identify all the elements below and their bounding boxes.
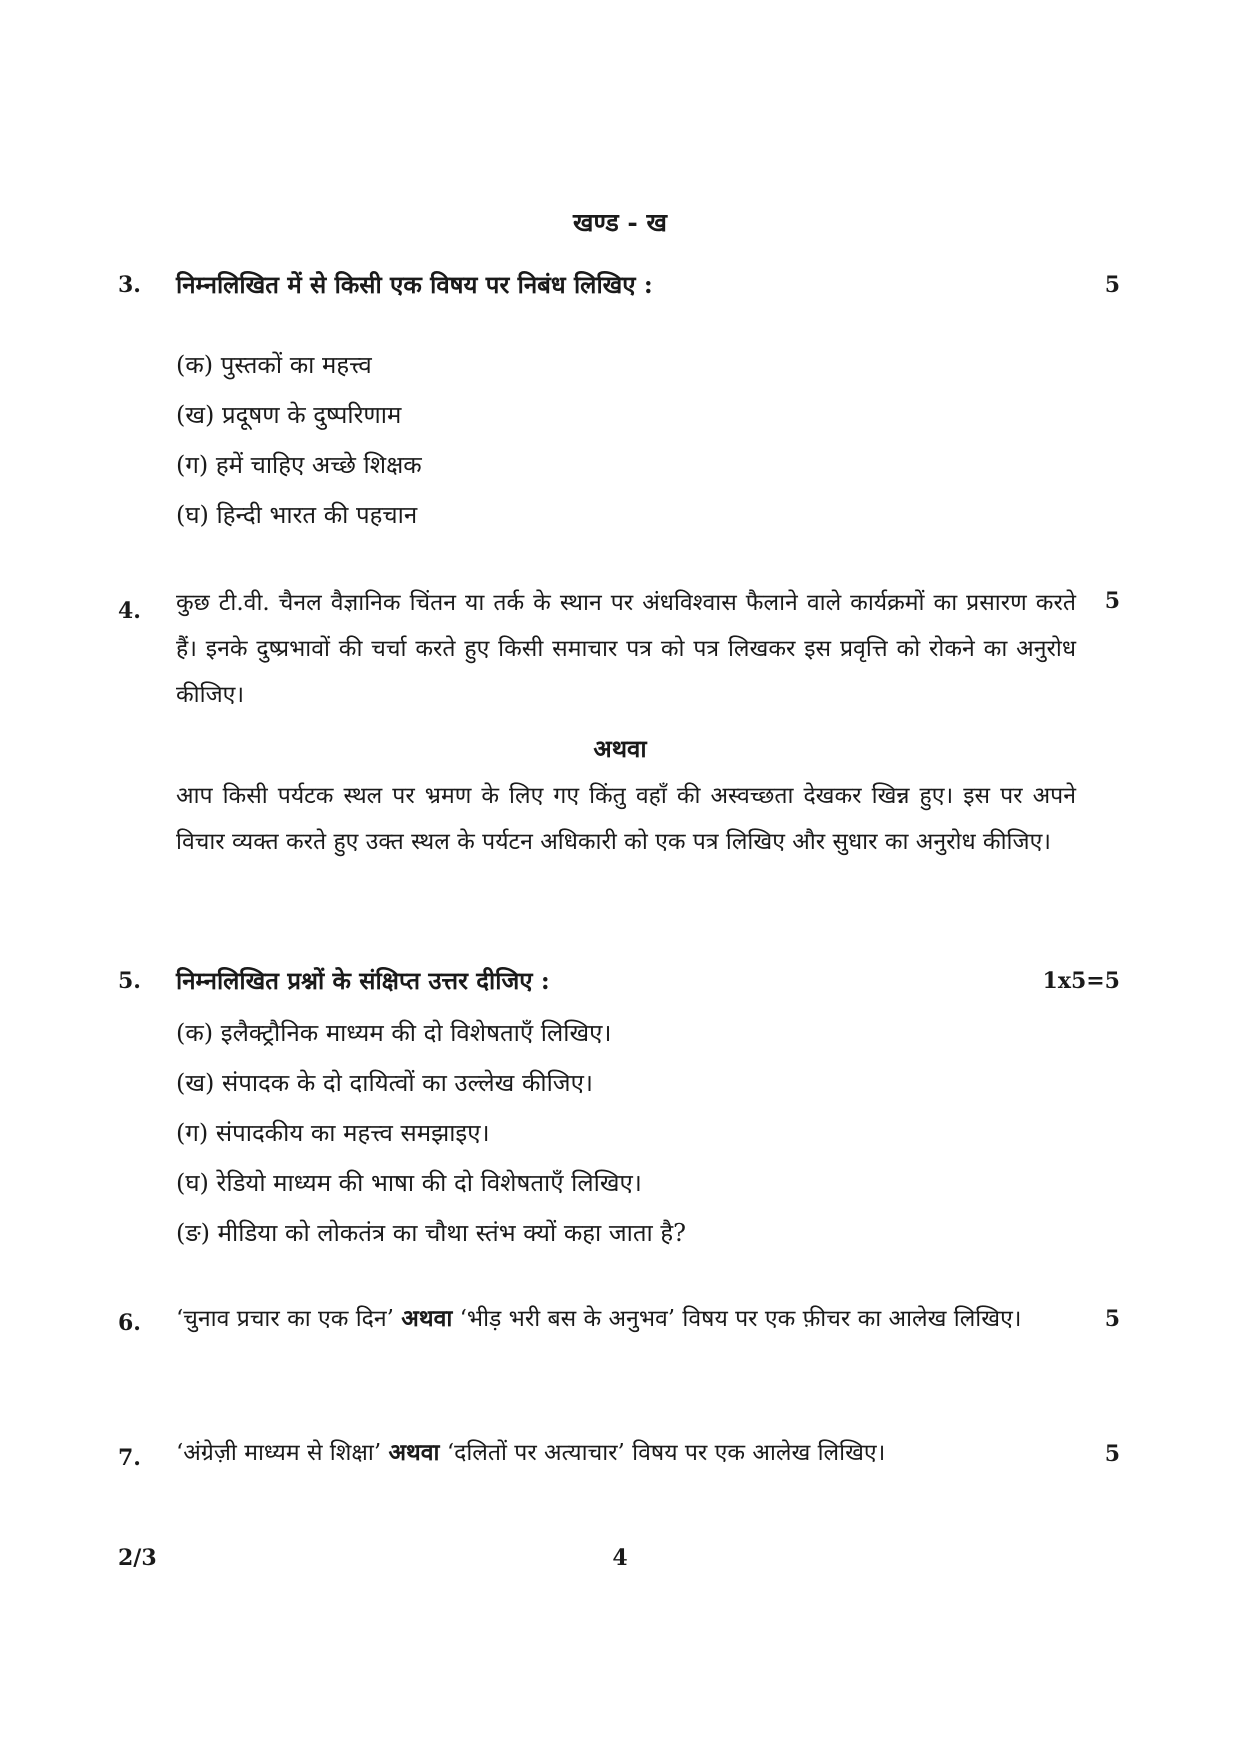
question-6-topic-1: ‘चुनाव प्रचार का एक दिन’ (176, 1306, 394, 1332)
page-number: 4 (612, 1545, 628, 1571)
question-7-topic-2: ‘दलितों पर अत्याचार’ विषय पर एक आलेख लिखिए। (446, 1440, 886, 1466)
question-6-text (176, 1296, 1076, 1342)
question-6-topic-2: ‘भीड़ भरी बस के अनुभव’ विषय पर एक फ़ीचर का आलेख लिखिए। (459, 1306, 1022, 1332)
question-5-marks: 1x5=5 (1042, 968, 1120, 994)
question-6-marks: 5 (1104, 1306, 1120, 1332)
question-5-option: (ङ) मीडिया को लोकतंत्र का चौथा स्तंभ क्यों कहा जाता है? (176, 1219, 687, 1247)
paper-code: 2/3 (118, 1545, 157, 1571)
question-3-option: (क) पुस्तकों का महत्त्व (176, 351, 372, 379)
question-4-alt-text: आप किसी पर्यटक स्थल पर भ्रमण के लिए गए किंतु वहाँ की अस्वच्छता देखकर खिन्न हुए। इस पर अपने विचार व्यक्त करते हुए उक्त स्थल के पर्यटन अधिकारी को एक पत्र लिखिए और सुधार का अनुरोध कीजिए। (176, 783, 1076, 855)
section-title: खण्ड - ख (573, 208, 667, 237)
question-number-4: 4. (118, 598, 141, 624)
question-5-option: (घ) रेडियो माध्यम की भाषा की दो विशेषताएँ लिखिए। (176, 1169, 642, 1197)
question-4-text: कुछ टी.वी. चैनल वैज्ञानिक चिंतन या तर्क के स्थान पर अंधविश्वास फैलाने वाले कार्यक्रमों का प्रसारण करते हैं। इनके दुष्प्रभावों की चर्चा करते हुए किसी समाचार पत्र को पत्र लिखकर इस प्रवृत्ति को रोकने का अनुरोध कीजिए। (176, 590, 1076, 708)
question-3-marks: 5 (1104, 272, 1120, 298)
question-7-marks: 5 (1104, 1441, 1120, 1467)
question-number-7: 7. (118, 1445, 141, 1471)
question-5-option: (ख) संपादक के दो दायित्वों का उल्लेख कीजिए। (176, 1069, 593, 1097)
question-5-option: (ग) संपादकीय का महत्त्व समझाइए। (176, 1119, 490, 1147)
question-number-3: 3. (118, 272, 141, 298)
question-3-option: (ख) प्रदूषण के दुष्परिणाम (176, 401, 402, 429)
question-5-prompt: निम्नलिखित प्रश्नों के संक्षिप्त उत्तर दीजिए : (176, 966, 550, 995)
question-5-option: (क) इलैक्ट्रौनिक माध्यम की दो विशेषताएँ लिखिए। (176, 1019, 612, 1047)
or-word: अथवा (388, 1439, 440, 1466)
or-word: अथवा (401, 1305, 453, 1332)
question-3-prompt: निम्नलिखित में से किसी एक विषय पर निबंध लिखिए : (176, 270, 653, 299)
or-label: अथवा (593, 734, 647, 763)
question-4-marks: 5 (1104, 588, 1120, 614)
question-3-option: (घ) हिन्दी भारत की पहचान (176, 501, 418, 529)
question-number-5: 5. (118, 968, 141, 994)
question-7-text (176, 1430, 1076, 1476)
question-7-topic-1: ‘अंग्रेज़ी माध्यम से शिक्षा’ (176, 1440, 382, 1466)
question-3-option: (ग) हमें चाहिए अच्छे शिक्षक (176, 451, 422, 479)
question-number-6: 6. (118, 1310, 141, 1336)
